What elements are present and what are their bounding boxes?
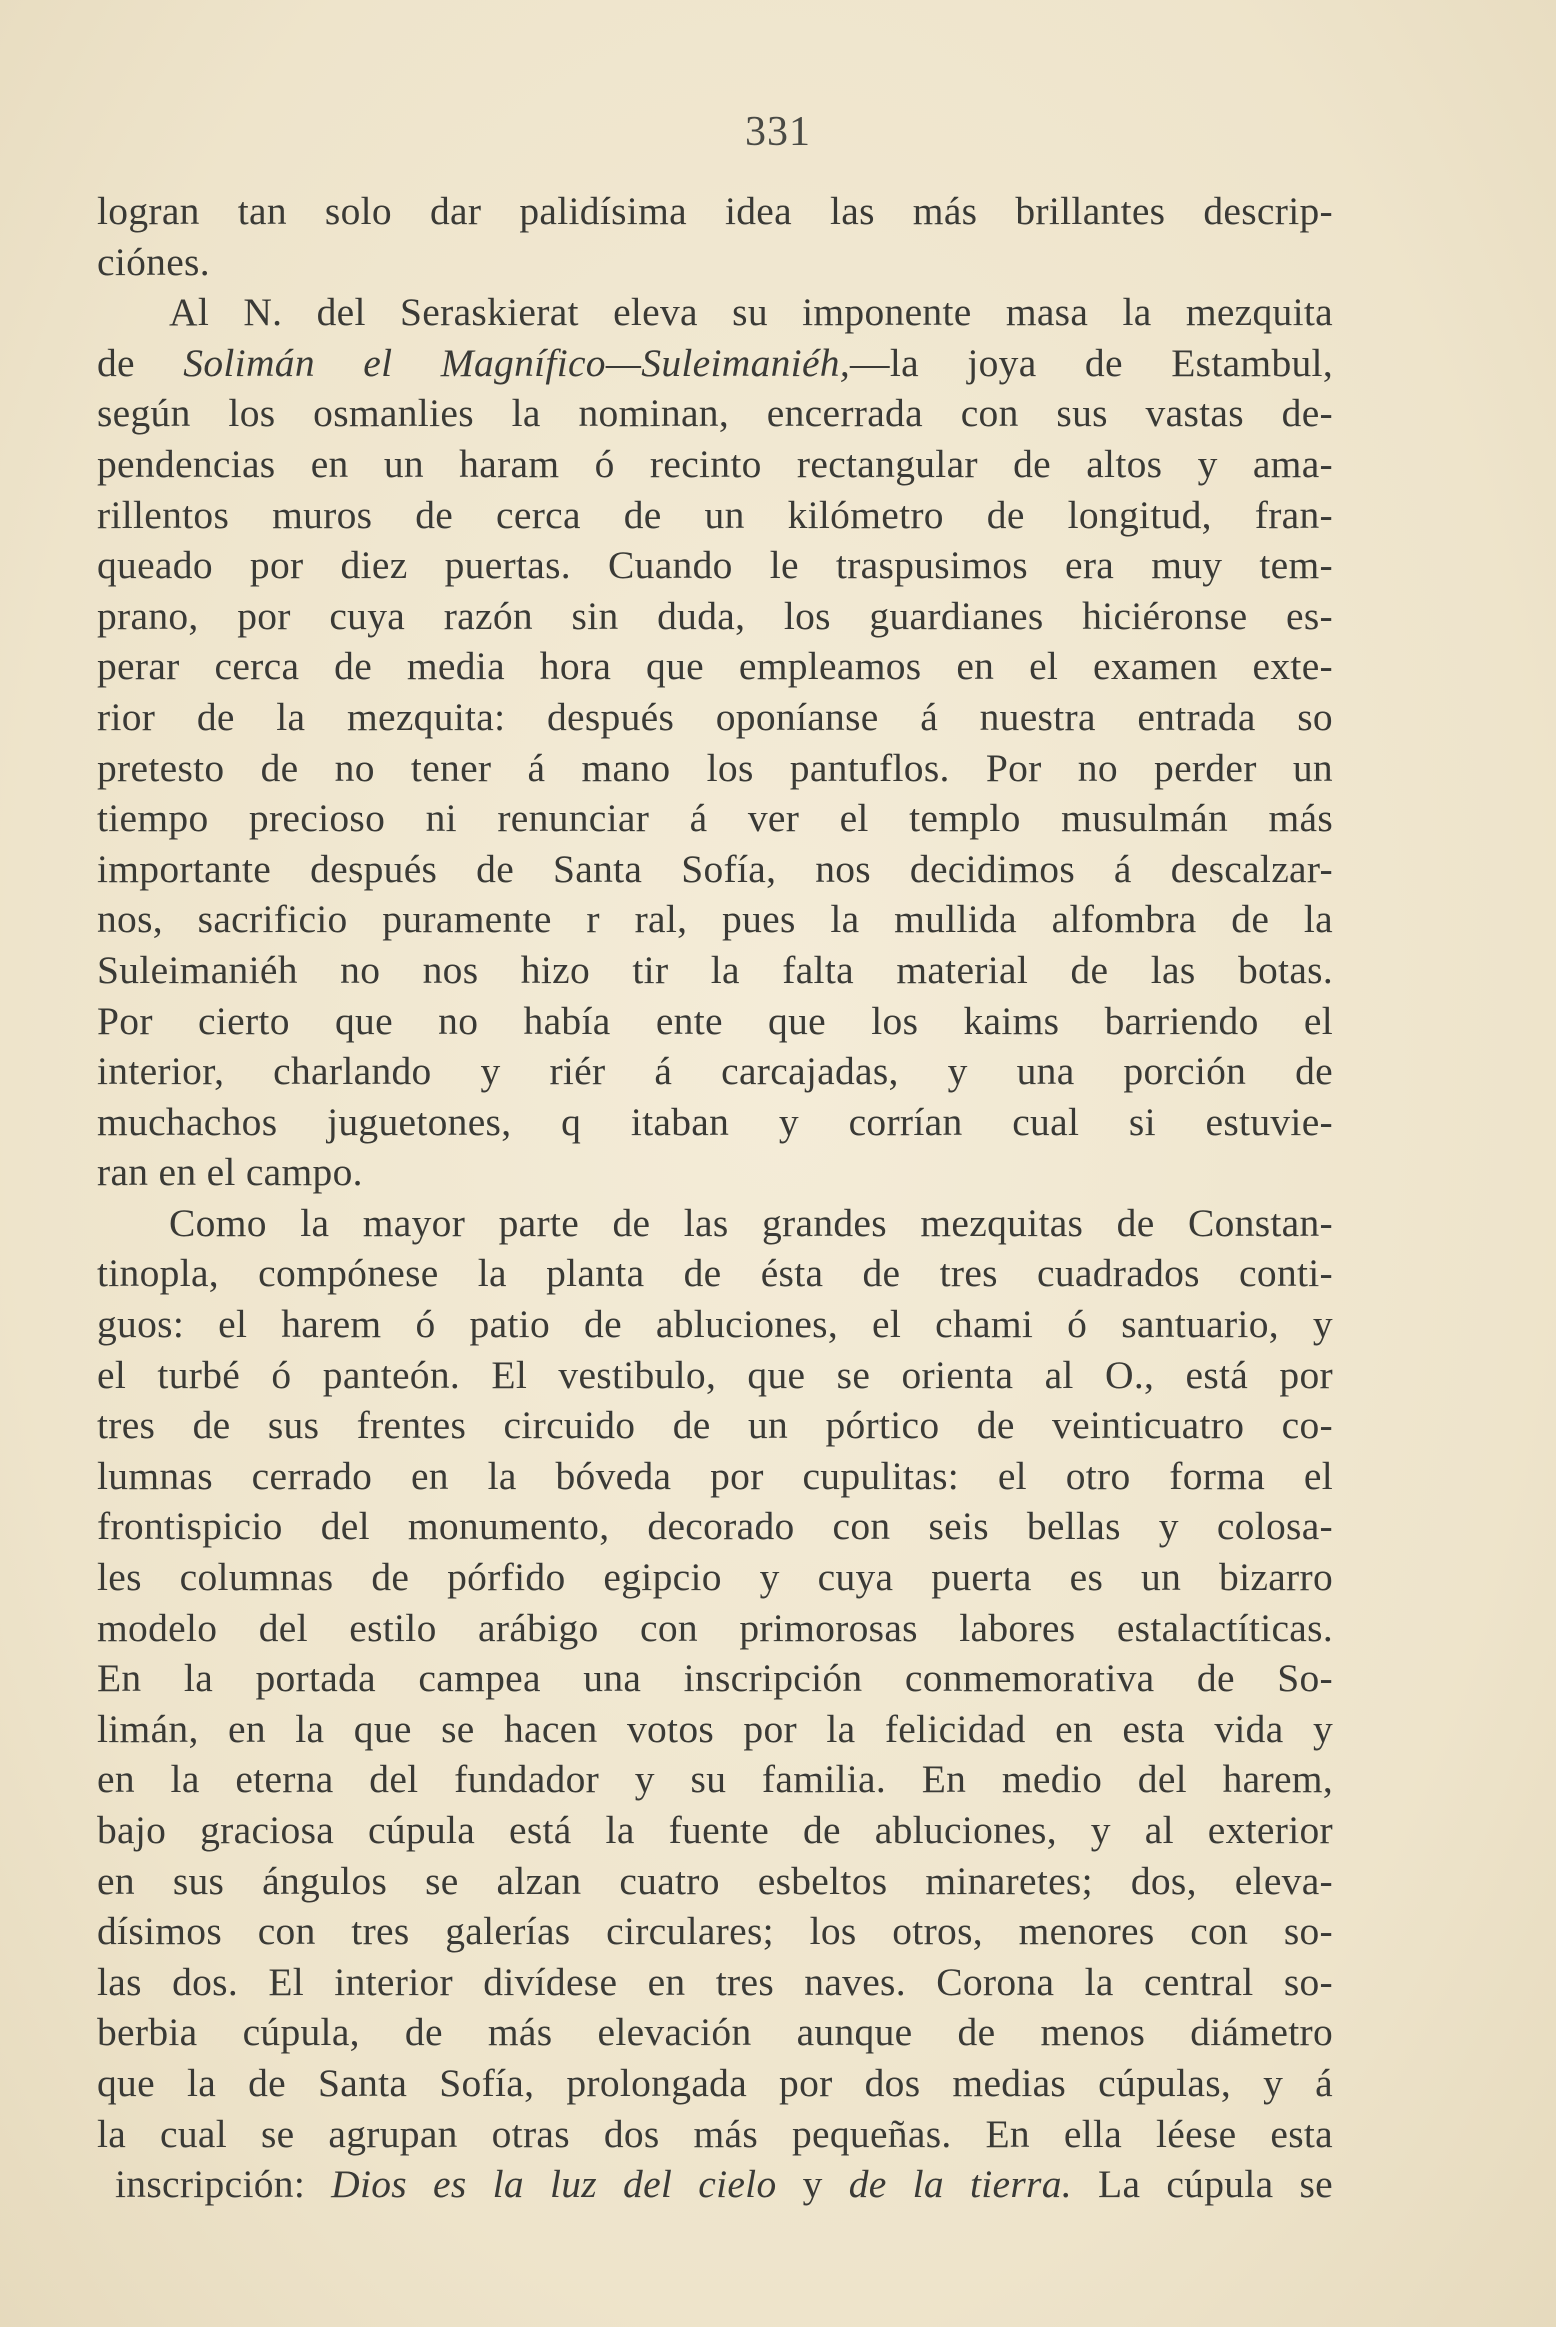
text-line: que la de Santa Sofía, prolongada por dos medias cúpulas, y á	[97, 2060, 1333, 2105]
italic-text: Solimán el Magnífico—Suleimaniéh,	[183, 340, 851, 385]
text-line: importante después de Santa Sofía, nos decidimos á descalzar-	[97, 846, 1333, 891]
text-line: la cual se agrupan otras dos más pequeñas. En ella léese esta	[97, 2111, 1333, 2156]
text-line: Al N. del Seraskierat eleva su imponente masa la mezquita	[169, 290, 1333, 335]
text-line: las dos. El interior divídese en tres naves. Corona la central so-	[97, 1959, 1333, 2004]
text-line: ran en el campo.	[97, 1150, 363, 1195]
text-run: y	[776, 2162, 849, 2207]
italic-text: de la tierra.	[848, 2162, 1072, 2207]
text-line: berbia cúpula, de más elevación aunque de menos diámetro	[97, 2010, 1333, 2055]
text-line: ciónes.	[97, 239, 210, 284]
text-run: —la joya de Estambul,	[850, 340, 1334, 385]
text-line: según los osmanlies la nominan, encerrada con sus vastas de-	[97, 391, 1333, 436]
text-line: dísimos con tres galerías circulares; los otros, menores con so-	[97, 1909, 1333, 1954]
text-line: Suleimaniéh no nos hizo tir la falta material de las botas.	[97, 947, 1333, 992]
text-line: Por cierto que no había ente que los kaims barriendo el	[97, 998, 1333, 1043]
text-line: rillentos muros de cerca de un kilómetro de longitud, fran-	[97, 492, 1333, 537]
text-line: pendencias en un haram ó recinto rectangular de altos y ama-	[97, 441, 1333, 486]
text-line: bajo graciosa cúpula está la fuente de abluciones, y al exterior	[97, 1808, 1333, 1852]
text-line: perar cerca de media hora que empleamos en el examen exte-	[97, 644, 1333, 689]
text-line: limán, en la que se hacen votos por la felicidad en esta vida y	[97, 1706, 1333, 1751]
text-line: En la portada campea una inscripción conmemorativa de So-	[97, 1656, 1333, 1701]
text-line	[97, 338, 1333, 389]
text-line	[97, 2159, 1333, 2210]
text-run: inscripción:	[115, 2162, 332, 2207]
text-line: prano, por cuya razón sin duda, los guardianes hiciéronse es-	[97, 593, 1333, 638]
text-line: tinopla, compónese la planta de ésta de tres cuadrados conti-	[97, 1251, 1333, 1296]
text-line: en sus ángulos se alzan cuatro esbeltos minaretes; dos, eleva-	[97, 1858, 1333, 1903]
text-run: de	[97, 340, 184, 385]
text-line: muchachos juguetones, q itaban y corrían cual si estuvie-	[97, 1099, 1333, 1144]
text-line: Como la mayor parte de las grandes mezquitas de Constan-	[169, 1200, 1333, 1245]
text-line: en la eterna del fundador y su familia. En medio del harem,	[97, 1757, 1333, 1802]
text-line: guos: el harem ó patio de abluciones, el chami ó santuario, y	[97, 1302, 1333, 1347]
text-line: nos, sacrificio puramente r ral, pues la mullida alfombra de la	[97, 897, 1333, 942]
text-line: lumnas cerrado en la bóveda por cupulitas: el otro forma el	[97, 1453, 1333, 1498]
text-line: tiempo precioso ni renunciar á ver el templo musulmán más	[97, 796, 1333, 841]
body-text	[97, 186, 1333, 2210]
page-number: 331	[745, 109, 811, 155]
text-line: tres de sus frentes circuido de un pórtico de veinticuatro co-	[97, 1403, 1333, 1448]
italic-text: Dios es la luz del cielo	[331, 2162, 777, 2207]
text-line: modelo del estilo arábigo con primorosas labores estalactíticas.	[97, 1605, 1333, 1650]
text-line: el turbé ó panteón. El vestibulo, que se orienta al O., está por	[97, 1352, 1333, 1397]
text-line: les columnas de pórfido egipcio y cuya puerta es un bizarro	[97, 1555, 1333, 1600]
text-run: La cúpula se	[1071, 2162, 1333, 2207]
text-line: rior de la mezquita: después oponíanse á nuestra entrada so	[97, 694, 1333, 739]
text-line: frontispicio del monumento, decorado con seis bellas y colosa-	[97, 1504, 1333, 1549]
text-line: pretesto de no tener á mano los pantuflos. Por no perder un	[97, 745, 1333, 790]
text-line: interior, charlando y riér á carcajadas, y una porción de	[97, 1049, 1333, 1094]
text-line: queado por diez puertas. Cuando le traspusimos era muy tem-	[97, 543, 1333, 588]
text-line: logran tan solo dar palidísima idea las más brillantes descrip-	[97, 189, 1333, 233]
